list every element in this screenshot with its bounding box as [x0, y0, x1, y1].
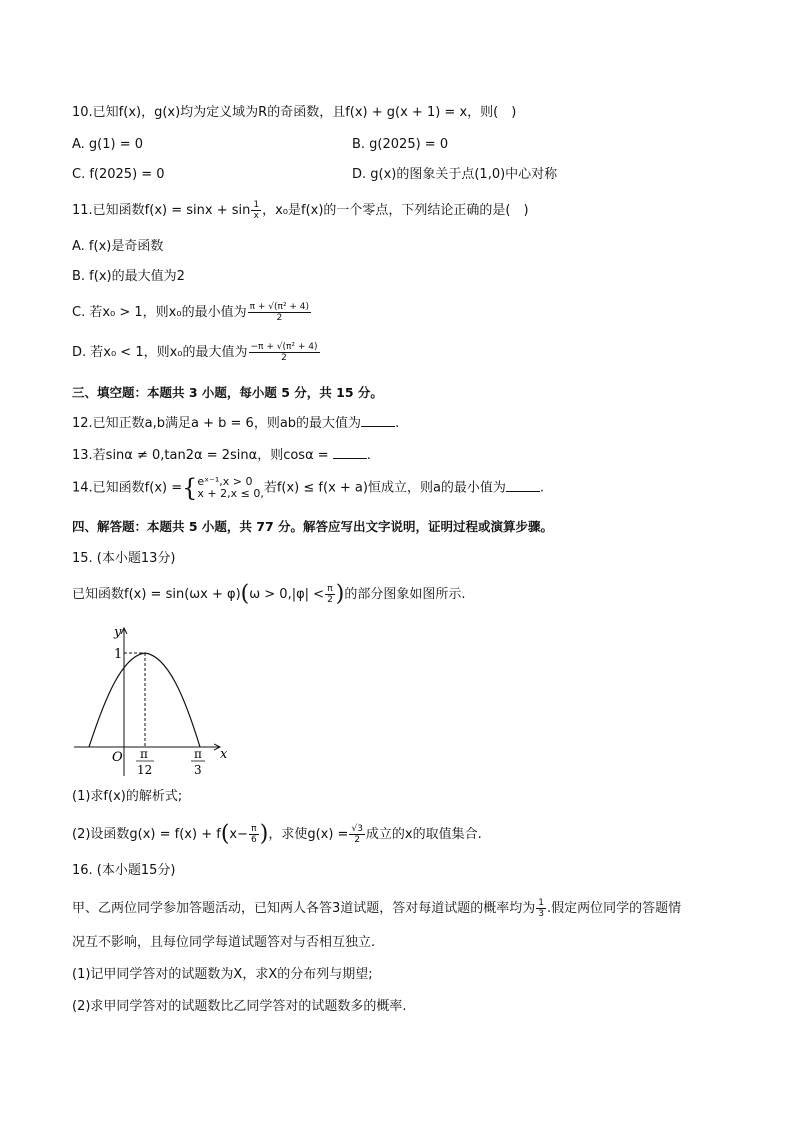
q15-part-2-den: 6	[251, 835, 257, 845]
q11-stem	[72, 200, 529, 221]
x-tick-1-den: 12	[137, 763, 153, 777]
q14-text-mid: 若f(x) ≤ f(x + a)恒成立，则a的最小值为	[263, 480, 506, 496]
q15-part-2-frac	[249, 824, 259, 845]
q15-part-2-paren-close: )	[259, 821, 269, 847]
q10-option-b: B. g(2025) = 0	[352, 137, 449, 152]
q12-text: 12.已知正数a,b满足a + b = 6，则ab的最大值为	[72, 416, 362, 431]
q16-frac-num: 1	[538, 898, 545, 908]
q15-part-2-pre: (2)设函数g(x) = f(x) + f	[72, 827, 221, 842]
q16-stem-line-1	[72, 898, 681, 919]
q16-part-2: (2)求甲同学答对的试题数比乙同学答对的试题数多的概率.	[72, 999, 407, 1014]
q15-part-1: (1)求f(x)的解析式;	[72, 789, 183, 804]
q15-part-2-num: π	[249, 824, 259, 835]
section-fill-in-heading: 三、填空题：本题共 3 小题，每小题 5 分，共 15 分。	[72, 385, 383, 400]
q13-period: .	[366, 448, 371, 463]
q15-part-2-post: 成立的x的取值集合.	[365, 827, 482, 842]
q15-paren-open: (	[240, 581, 250, 607]
q16-line-1-post: .假定两位同学的答题情	[547, 901, 682, 916]
q16-line-1-pre: 甲、乙两位同学参加答题活动，已知两人各答3道试题，答对每道试题的概率均为	[72, 901, 536, 916]
q13-stem	[72, 446, 371, 465]
q11-option-d-text: D. 若x₀ < 1，则x₀的最大值为	[72, 345, 248, 360]
q15-part-2-den-2: 2	[354, 835, 361, 845]
q14-period: .	[539, 480, 545, 496]
q11-stem-post: ，x₀是f(x)的一个零点，下列结论正确的是( )	[262, 203, 529, 218]
q16-part-1: (1)记甲同学答对的试题数为X，求X的分布列与期望;	[72, 967, 373, 982]
q14-brace: {	[182, 474, 198, 502]
q11-option-c-frac	[248, 302, 311, 323]
origin-label: O	[112, 750, 123, 765]
q15-part-2-mid: ，求使g(x) =	[268, 827, 349, 842]
x-tick-1-num: π	[140, 747, 148, 761]
q14-case-2: x + 2,x ≤ 0,	[197, 487, 264, 500]
q15-part-2-num-2: √3	[351, 824, 363, 834]
q15-part-2-inner: x−	[229, 827, 248, 842]
q15-stem	[72, 581, 466, 607]
q11-option-c-den: 2	[276, 313, 283, 323]
q14-answer-blank[interactable]	[506, 479, 540, 492]
q11-option-c	[72, 302, 312, 323]
q13-answer-blank[interactable]	[333, 446, 367, 459]
q15-cond: ω > 0,|φ| <	[249, 587, 325, 602]
x-tick-2-num: π	[194, 747, 202, 761]
q11-option-d-den: 2	[281, 353, 287, 363]
q15-cond-den: 2	[327, 595, 333, 605]
q11-option-d-frac	[249, 342, 320, 363]
q11-stem-frac-num: 1	[253, 200, 260, 210]
q14-text-pre: 14.已知函数f(x) =	[72, 480, 183, 496]
q15-paren-close: )	[335, 581, 345, 607]
q14-case-1: eˣ⁻¹,x > 0	[197, 475, 253, 488]
q12-period: .	[395, 416, 400, 431]
q11-option-c-text: C. 若x₀ > 1，则x₀的最小值为	[72, 305, 247, 320]
q10-option-c: C. f(2025) = 0	[72, 167, 165, 182]
q15-cond-num: π	[325, 584, 335, 595]
q11-stem-frac-den: x	[253, 211, 259, 221]
q11-option-a: A. f(x)是奇函数	[72, 239, 164, 254]
section-solution-heading: 四、解答题：本题共 5 小题，共 77 分。解答应写出文字说明，证明过程或演算步骤。	[72, 519, 554, 534]
q15-stem-post: 的部分图象如图所示.	[344, 587, 466, 602]
q15-part-2	[72, 821, 482, 847]
q11-stem-pre: 11.已知函数f(x) = sinx + sin	[72, 203, 251, 218]
q12-stem	[72, 414, 399, 433]
q11-option-d-num: −π + √(π² + 4)	[250, 342, 318, 352]
sine-graph	[70, 618, 240, 780]
q11-option-d	[72, 342, 321, 363]
q14-cases	[197, 476, 263, 500]
q11-option-b: B. f(x)的最大值为2	[72, 269, 185, 284]
q13-text: 13.若sinα ≠ 0,tan2α = 2sinα，则cosα =	[72, 448, 333, 463]
q15-cond-frac	[325, 584, 335, 605]
y-tick-one: 1	[114, 647, 123, 662]
q15-part-2-frac-2	[349, 824, 364, 845]
q15-stem-pre: 已知函数f(x) = sin(ωx + φ)	[72, 587, 241, 602]
q10-option-d: D. g(x)的图象关于点(1,0)中心对称	[352, 167, 558, 182]
y-axis-label: y	[114, 625, 122, 640]
x-axis-label: x	[220, 747, 228, 762]
q10-stem: 10.已知f(x)，g(x)均为定义域为R的奇函数，且f(x) + g(x + 1) = x，则( )	[72, 105, 517, 120]
q11-option-c-num: π + √(π² + 4)	[249, 302, 310, 312]
q15-heading: 15. (本小题13分)	[72, 551, 176, 566]
q16-frac	[536, 898, 546, 919]
q16-heading: 16. (本小题15分)	[72, 863, 176, 878]
x-tick-2-den: 3	[194, 763, 202, 777]
q11-stem-frac	[251, 200, 261, 221]
q15-part-2-paren-open: (	[220, 821, 230, 847]
q16-stem-line-2: 况互不影响，且每位同学每道试题答对与否相互独立.	[72, 935, 376, 950]
q14-stem	[72, 476, 544, 500]
q12-answer-blank[interactable]	[361, 414, 395, 427]
q16-frac-den: 3	[538, 909, 545, 919]
q10-option-a: A. g(1) = 0	[72, 137, 144, 152]
